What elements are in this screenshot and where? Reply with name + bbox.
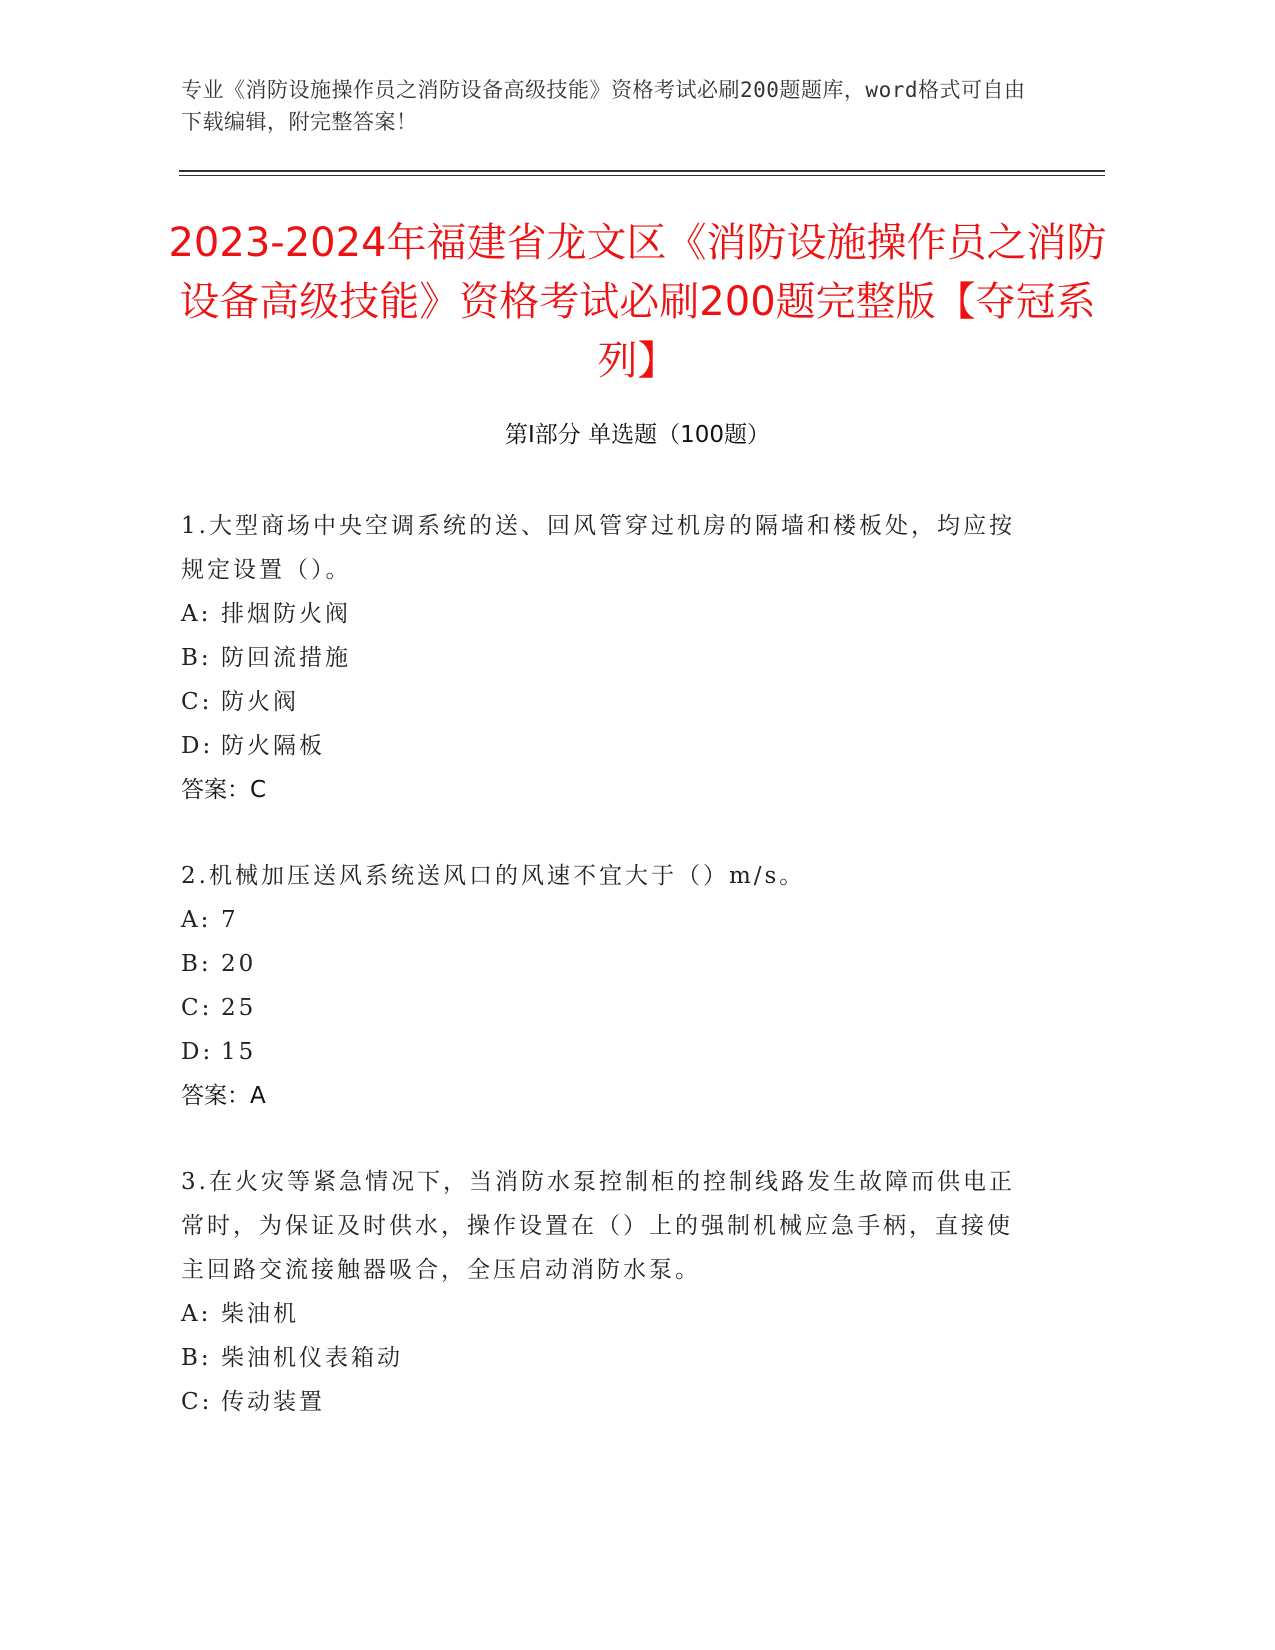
option-key: B: (181, 1345, 212, 1371)
question-1 (181, 504, 1031, 812)
option-text: 防回流措施 (221, 645, 351, 671)
option-a (181, 1292, 1031, 1336)
header-divider-thin (179, 175, 1105, 176)
option-key: C: (181, 689, 213, 715)
answer-line: 答案：C (181, 777, 267, 803)
option-text: 柴油机仪表箱动 (221, 1345, 403, 1371)
option-b (181, 636, 1031, 680)
option-key: A: (181, 601, 212, 627)
option-key: D: (181, 1039, 214, 1065)
option-key: C: (181, 995, 213, 1021)
question-stem: 3.在火灾等紧急情况下，当消防水泵控制柜的控制线路发生故障而供电正常时，为保证及时供水，操作设置在（）上的强制机械应急手柄，直接使主回路交流接触器吸合，全压启动消防水泵。 (181, 1169, 1015, 1283)
option-text: 传动装置 (221, 1389, 325, 1415)
option-d (181, 1030, 1031, 1074)
option-key: A: (181, 1301, 212, 1327)
option-text: 15 (221, 1039, 257, 1065)
question-stem: 1.大型商场中央空调系统的送、回风管穿过机房的隔墙和楼板处，均应按规定设置（）。 (181, 513, 1015, 583)
question-list (181, 504, 1031, 1466)
header-note: 专业《消防设施操作员之消防设备高级技能》资格考试必刷200题题库，word格式可自由下载编辑，附完整答案！ (181, 78, 1026, 134)
option-text: 防火隔板 (221, 733, 325, 759)
option-key: A: (181, 907, 212, 933)
answer-line: 答案：A (181, 1083, 266, 1109)
document-title: 2023-2024年福建省龙文区《消防设施操作员之消防设备高级技能》资格考试必刷200题完整版【夺冠系列】 (168, 220, 1107, 384)
question-stem: 2.机械加压送风系统送风口的风速不宜大于（）m/s。 (181, 863, 806, 889)
option-a (181, 592, 1031, 636)
option-key: C: (181, 1389, 213, 1415)
option-text: 防火阀 (221, 689, 299, 715)
option-c (181, 986, 1031, 1030)
option-text: 20 (221, 951, 257, 977)
option-text: 柴油机 (221, 1301, 299, 1327)
option-key: B: (181, 951, 212, 977)
option-key: D: (181, 733, 214, 759)
header-divider-thick (179, 170, 1105, 172)
option-key: B: (181, 645, 212, 671)
option-b (181, 942, 1031, 986)
question-3 (181, 1160, 1031, 1424)
option-text: 25 (221, 995, 257, 1021)
section-heading: 第I部分 单选题（100题） (505, 422, 770, 448)
option-c (181, 1380, 1031, 1424)
option-b (181, 1336, 1031, 1380)
option-text: 排烟防火阀 (221, 601, 351, 627)
option-c (181, 680, 1031, 724)
option-text: 7 (221, 907, 239, 933)
option-a (181, 898, 1031, 942)
option-d (181, 724, 1031, 768)
question-2 (181, 854, 1031, 1118)
